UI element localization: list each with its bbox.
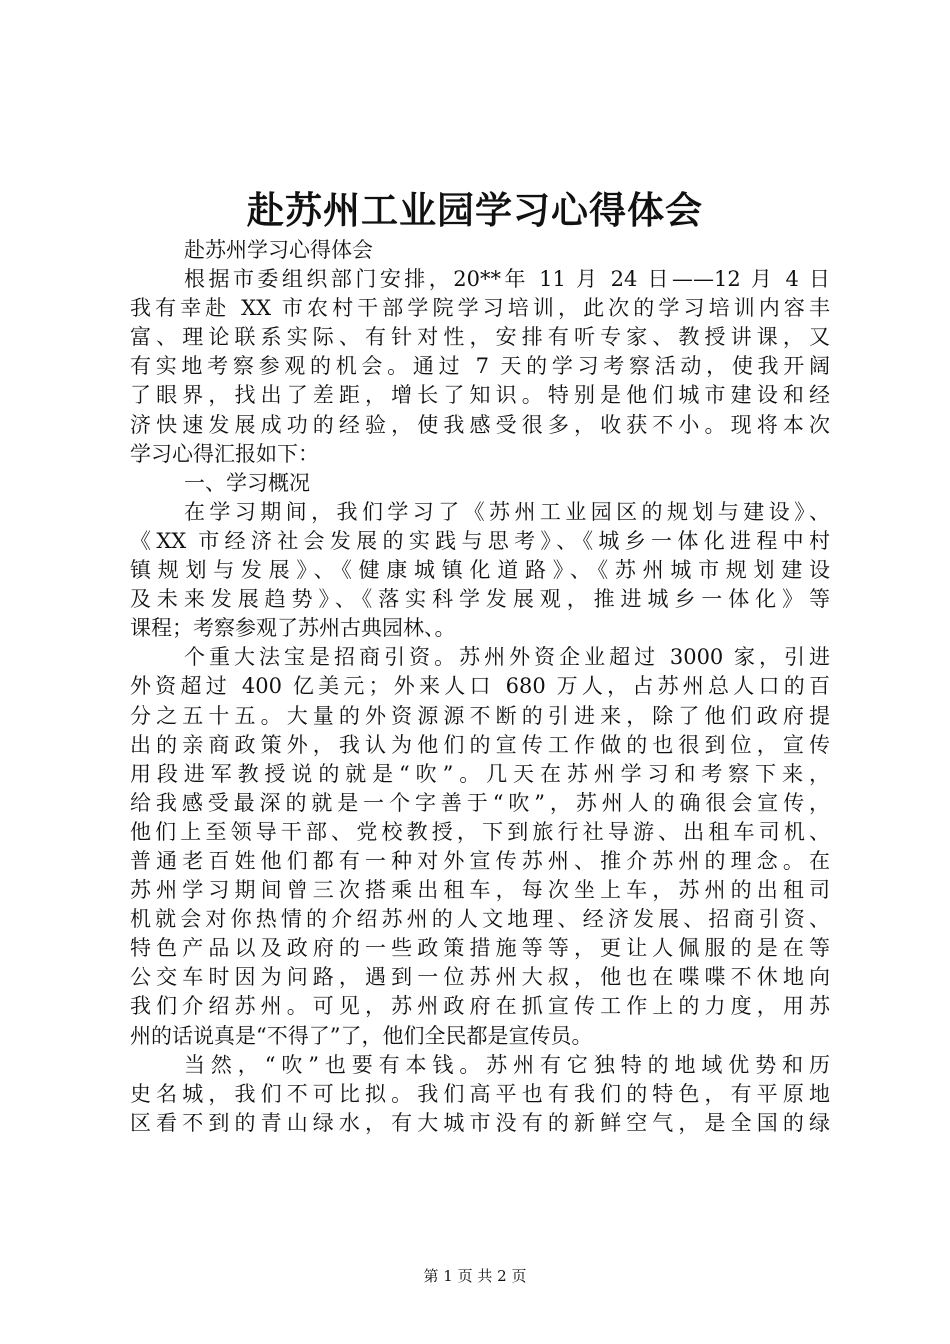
text-line: 我们介绍苏州。可见，苏州政府在抓宣传工作上的力度，用苏 — [130, 994, 830, 1019]
text-line: 外资超过 400 亿美元；外来人口 680 万人，占苏州总人口的百 — [130, 674, 830, 699]
text-line: 普通老百姓他们都有一种对外宣传苏州、推介苏州的理念。在 — [130, 848, 830, 873]
text-line: 富、理论联系实际、有针对性，安排有听专家、教授讲课，又 — [130, 325, 830, 350]
text-line: 公交车时因为问路，遇到一位苏州大叔，他也在喋喋不休地向 — [130, 965, 830, 990]
text-line: 一、学习概况 — [184, 470, 310, 495]
text-line: 特色产品以及政府的一些政策措施等等，更让人佩服的是在等 — [130, 936, 830, 961]
text-line: 当然，“吹”也要有本钱。苏州有它独特的地域优势和历 — [184, 1052, 830, 1077]
text-line: 用段进军教授说的就是“吹”。几天在苏州学习和考察下来， — [130, 761, 830, 786]
document-title: 赴苏州工业园学习心得体会 — [247, 188, 703, 232]
text-line: 史名城，我们不可比拟。我们高平也有我们的特色，有平原地 — [130, 1081, 830, 1106]
text-line: 了眼界，找出了差距，增长了知识。特别是他们城市建设和经 — [130, 383, 830, 408]
text-line: 赴苏州学习心得体会 — [184, 238, 373, 262]
text-line: 区看不到的青山绿水，有大城市没有的新鲜空气，是全国的绿 — [130, 1110, 830, 1135]
text-line: 分之五十五。大量的外资源源不断的引进来，除了他们政府提 — [130, 703, 830, 728]
text-line: 及未来发展趋势》、《落实科学发展观，推进城乡一体化》等 — [130, 587, 830, 612]
paragraph-advantages — [130, 1051, 830, 1138]
section-heading — [130, 469, 830, 498]
text-line: 济快速发展成功的经验，使我感受很多，收获不小。现将本次 — [130, 412, 830, 437]
document-body — [130, 236, 830, 1138]
text-line: 机就会对你热情的介绍苏州的人文地理、经济发展、招商引资、 — [130, 907, 830, 932]
text-line: 州的话说真是“不得了”了，他们全民都是宣传员。 — [130, 1023, 593, 1048]
page-number-footer: 第 1 页 共 2 页 — [423, 1267, 527, 1285]
paragraph-investment — [130, 643, 830, 1050]
paragraph-intro — [130, 265, 830, 469]
text-line: 在学习期间，我们学习了《苏州工业园区的规划与建设》、 — [184, 499, 830, 524]
text-line: 给我感受最深的就是一个字善于“吹”，苏州人的确很会宣传， — [130, 790, 830, 815]
text-line: 学习心得汇报如下： — [130, 441, 319, 466]
text-line: 根据市委组织部门安排，20**年 11 月 24 日——12 月 4 日 — [184, 267, 830, 292]
text-line: 出的亲商政策外，我认为他们的宣传工作做的也很到位，宣传 — [130, 732, 830, 757]
text-line: 《XX 市经济社会发展的实践与思考》、《城乡一体化进程中村 — [130, 528, 830, 553]
text-line: 有实地考察参观的机会。通过 7 天的学习考察活动，使我开阔 — [130, 354, 830, 379]
text-line: 课程；考察参观了苏州古典园林、。 — [130, 616, 456, 641]
paragraph-courses — [130, 498, 830, 643]
text-line: 他们上至领导干部、党校教授，下到旅行社导游、出租车司机、 — [130, 819, 830, 844]
text-line: 个重大法宝是招商引资。苏州外资企业超过 3000 家，引进 — [184, 645, 830, 670]
text-line: 镇规划与发展》、《健康城镇化道路》、《苏州城市规划建设 — [130, 558, 830, 583]
paragraph-subtitle — [130, 236, 830, 265]
text-line: 我有幸赴 XX 市农村干部学院学习培训，此次的学习培训内容丰 — [130, 296, 830, 321]
text-line: 苏州学习期间曾三次搭乘出租车，每次坐上车，苏州的出租司 — [130, 878, 830, 903]
